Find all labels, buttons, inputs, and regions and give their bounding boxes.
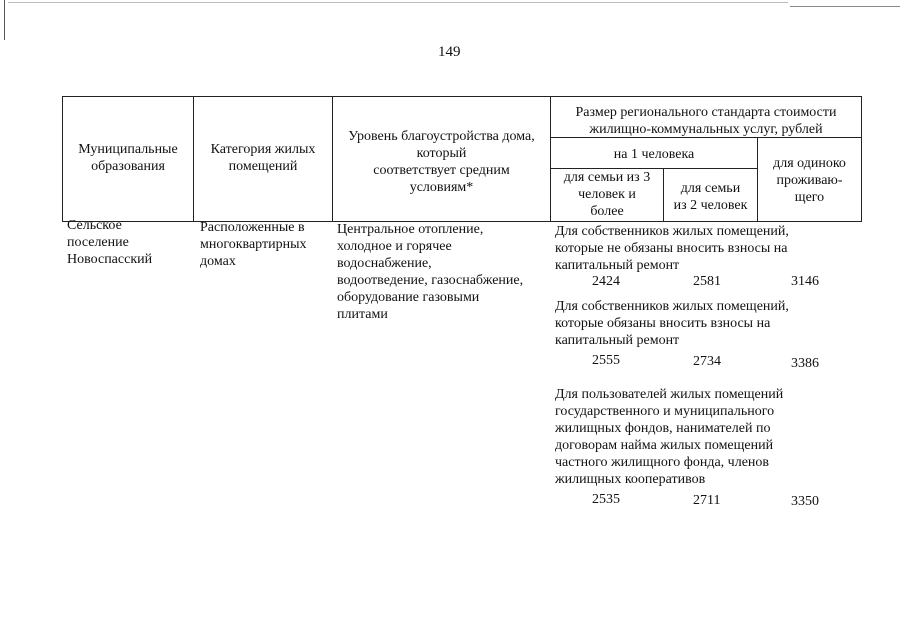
header-family2: для семьи из 2 человек [673, 181, 748, 213]
group-1-label: Для собственников жилых помещений, которые не обязаны вносить взносы на капитальный ремонт [555, 224, 789, 273]
header-municipal: Муниципальные образования [78, 142, 178, 174]
header-size: Размер регионального стандарта стоимости жилищно-коммунальных услуг, рублей [575, 105, 837, 137]
cell-level: Центральное отопление, холодное и горячее водоснабжение, водоотведение, газоснабжение, оборудование газовыми плитами [337, 222, 524, 322]
group-2-family3-value: 2555 [592, 353, 620, 368]
group-3-single-value: 3350 [791, 494, 819, 509]
cell-municipal: Сельское поселение Новоспасский [67, 218, 153, 267]
group-3-family2-value: 2711 [693, 493, 721, 508]
page-number: 149 [438, 44, 461, 60]
header-single: для одиноко проживаю- щего [773, 156, 846, 205]
group-3-label: Для пользователей жилых помещений государственного и муниципального жилищных фондов, нанимателей по договорам найма жилых помещений частного жилищного фонда, членов жилищных кооперативов [555, 387, 784, 487]
scan-top-rule-right [790, 6, 900, 7]
scan-edge-line [4, 0, 5, 40]
table-border-right [861, 96, 862, 222]
header-category: Категория жилых помещений [210, 142, 316, 174]
group-3-family3-value: 2535 [592, 492, 620, 507]
header-per-person: на 1 человека [613, 147, 695, 162]
group-1-family2-value: 2581 [693, 274, 721, 289]
header-level: Уровень благоустройства дома, который соответствует средним условиям* [348, 129, 535, 195]
group-1-family3-value: 2424 [592, 274, 620, 289]
cell-category: Расположенные в многоквартирных домах [200, 220, 307, 269]
group-2-label: Для собственников жилых помещений, которые обязаны вносить взносы на капитальный ремонт [555, 299, 789, 348]
header-family3: для семьи из 3 человек и более [563, 170, 651, 219]
scan-top-rule [8, 2, 788, 3]
group-1-single-value: 3146 [791, 274, 819, 289]
group-2-single-value: 3386 [791, 356, 819, 371]
group-2-family2-value: 2734 [693, 354, 721, 369]
table-border-top [62, 96, 862, 97]
